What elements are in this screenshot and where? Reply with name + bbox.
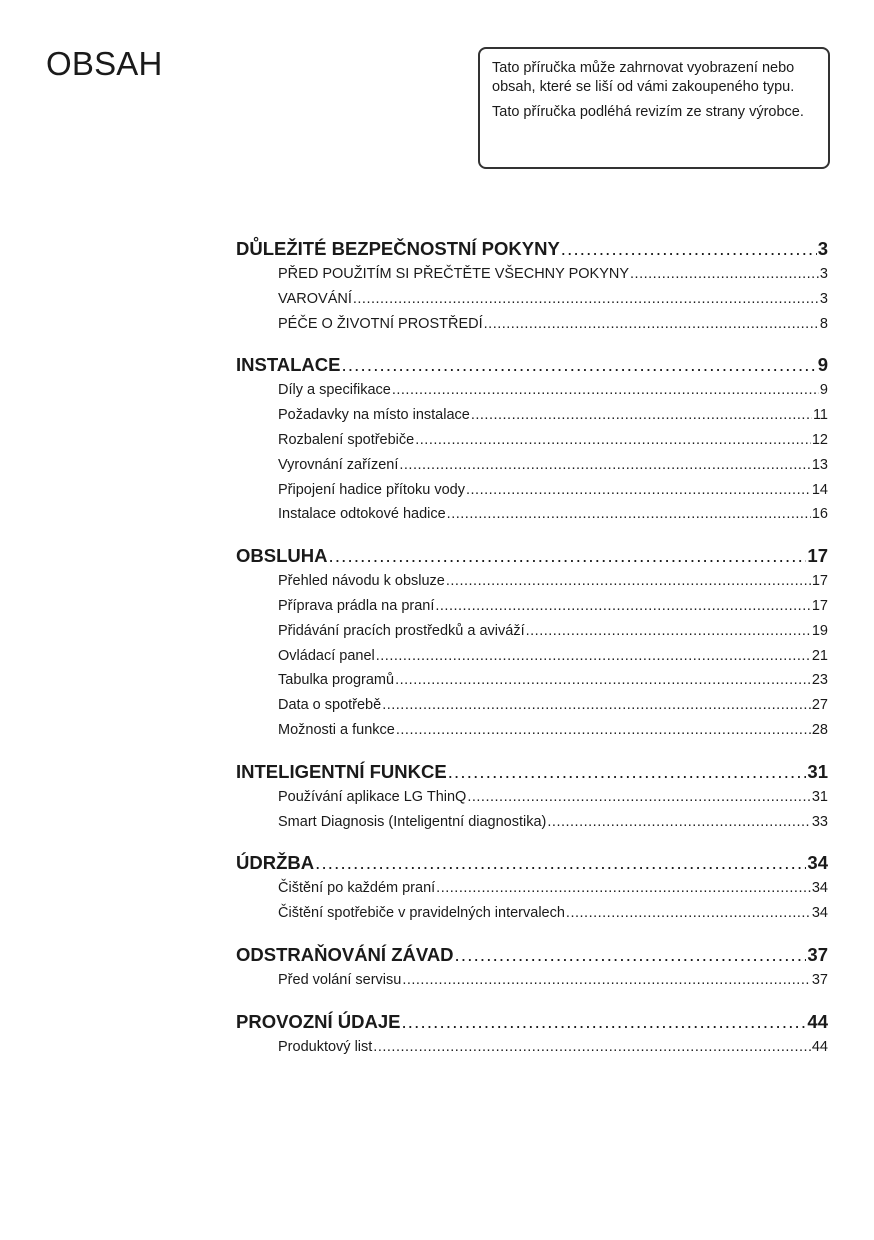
toc-entry-page-number: 27 (811, 697, 828, 714)
toc-heading-page-number: 44 (807, 1010, 828, 1032)
toc-entry-title: Tabulka programů (278, 672, 395, 689)
dot-leader (402, 968, 811, 993)
toc-entry-title: Před volání servisu (278, 971, 402, 988)
toc-heading[interactable] (236, 850, 828, 876)
dot-leader (342, 352, 817, 378)
toc-entry-page-number: 17 (811, 573, 828, 590)
toc-entry-page-number: 19 (811, 622, 828, 639)
toc-entry[interactable] (278, 569, 828, 594)
toc-entry[interactable] (278, 502, 828, 527)
toc-heading-title: DŮLEŽITÉ BEZPEČNOSTNÍ POKYNY (236, 238, 560, 259)
dot-leader (436, 876, 811, 901)
dot-leader (447, 502, 811, 527)
toc-entry[interactable] (278, 594, 828, 619)
toc-heading-title: ÚDRŽBA (236, 852, 315, 874)
toc-section (236, 759, 828, 835)
toc-entry-title: Přidávání pracích prostředků a aviváží (278, 622, 525, 639)
toc-entry[interactable] (278, 287, 828, 312)
toc-section (236, 543, 828, 743)
toc-heading[interactable] (236, 1009, 828, 1035)
toc-entry[interactable] (278, 644, 828, 669)
toc-entry[interactable] (278, 1035, 828, 1060)
toc-heading-title: INTELIGENTNÍ FUNKCE (236, 760, 447, 782)
toc-entry-title: Čištění spotřebiče v pravidelných intervalech (278, 905, 565, 922)
dot-leader (561, 236, 817, 262)
dot-leader (315, 850, 806, 876)
toc-entry-page-number: 23 (811, 672, 828, 689)
dot-leader (373, 1035, 811, 1060)
dot-leader (376, 644, 811, 669)
toc-entry[interactable] (278, 968, 828, 993)
toc-entry-page-number: 31 (811, 788, 828, 805)
toc-heading-page-number: 37 (807, 943, 828, 965)
dot-leader (435, 594, 810, 619)
toc-entry-page-number: 34 (811, 905, 828, 922)
toc-entry-title: PÉČE O ŽIVOTNÍ PROSTŘEDÍ (278, 315, 483, 332)
toc-section (236, 850, 828, 926)
toc-entry-title: Možnosti a funkce (278, 721, 395, 738)
toc-entry[interactable] (278, 693, 828, 718)
toc-entry[interactable] (278, 668, 828, 693)
dot-leader (455, 942, 807, 968)
dot-leader (395, 668, 811, 693)
dot-leader (399, 453, 811, 478)
dot-leader (471, 403, 812, 428)
toc-entry-page-number: 9 (819, 382, 828, 399)
toc-heading-page-number: 34 (807, 852, 828, 874)
toc-entry[interactable] (278, 718, 828, 743)
toc-entry[interactable] (278, 478, 828, 503)
dot-leader (353, 287, 819, 312)
dot-leader (467, 785, 811, 810)
dot-leader (566, 901, 811, 926)
dot-leader (382, 693, 811, 718)
toc-entry[interactable] (278, 403, 828, 428)
toc-section (236, 352, 828, 527)
notice-text: Tato příručka může zahrnovat vyobrazení nebo obsah, které se liší od vámi zakoupeného typu. (492, 60, 795, 95)
table-of-contents (236, 236, 828, 1076)
toc-heading[interactable] (236, 236, 828, 262)
toc-heading-page-number: 3 (817, 238, 828, 259)
toc-entry-title: Příprava prádla na praní (278, 597, 435, 614)
toc-entry-page-number: 3 (819, 266, 828, 282)
toc-section (236, 942, 828, 993)
toc-entry[interactable] (278, 619, 828, 644)
toc-entry-page-number: 33 (811, 813, 828, 830)
toc-entry-title: Instalace odtokové hadice (278, 506, 446, 523)
dot-leader (415, 428, 811, 453)
toc-entry-page-number: 37 (811, 971, 828, 988)
toc-entry-title: Připojení hadice přítoku vody (278, 481, 465, 498)
toc-entry-page-number: 13 (811, 456, 828, 473)
toc-heading-page-number: 17 (807, 545, 828, 567)
dot-leader (466, 478, 811, 503)
page-title: OBSAH (46, 45, 163, 82)
toc-entry-page-number: 17 (811, 597, 828, 614)
dot-leader (392, 378, 819, 403)
dot-leader (401, 1009, 806, 1035)
toc-heading[interactable] (236, 759, 828, 785)
toc-heading[interactable] (236, 543, 828, 569)
dot-leader (448, 759, 807, 785)
toc-entry[interactable] (278, 312, 828, 337)
toc-entry[interactable] (278, 810, 828, 835)
toc-entry-title: Data o spotřebě (278, 697, 382, 714)
toc-heading-title: PROVOZNÍ ÚDAJE (236, 1010, 401, 1032)
dot-leader (396, 718, 811, 743)
toc-entry-page-number: 16 (811, 506, 828, 523)
toc-entry-title: Požadavky na místo instalace (278, 407, 470, 424)
toc-entry-page-number: 11 (812, 407, 828, 424)
toc-entry-page-number: 14 (811, 481, 828, 498)
toc-heading-page-number: 9 (817, 354, 828, 376)
dot-leader (328, 543, 806, 569)
notice-text: Tato příručka podléhá revizím ze strany výrobce. (492, 104, 804, 120)
toc-entry-title: Používání aplikace LG ThinQ (278, 788, 467, 805)
toc-entry-title: Ovládací panel (278, 647, 375, 664)
toc-entry-title: VAROVÁNÍ (278, 290, 352, 307)
toc-entry-page-number: 34 (811, 880, 828, 897)
toc-heading-title: ODSTRAŇOVÁNÍ ZÁVAD (236, 943, 454, 965)
toc-entry-title: Produktový list (278, 1038, 373, 1055)
toc-entry-title: Rozbalení spotřebiče (278, 431, 415, 448)
toc-entry[interactable] (278, 453, 828, 478)
toc-heading[interactable] (236, 942, 828, 968)
toc-entry-page-number: 44 (811, 1038, 828, 1055)
toc-heading-title: OBSLUHA (236, 545, 328, 567)
toc-entry-page-number: 21 (811, 647, 828, 664)
toc-entry-title: Vyrovnání zařízení (278, 456, 399, 473)
dot-leader (484, 312, 819, 337)
toc-entry-title: Díly a specifikace (278, 382, 391, 399)
toc-heading[interactable] (236, 352, 828, 378)
notice-box (478, 47, 830, 169)
toc-heading-title: INSTALACE (236, 354, 341, 376)
dot-leader (526, 619, 811, 644)
toc-entry[interactable] (278, 378, 828, 403)
toc-entry[interactable] (278, 901, 828, 926)
toc-entry-page-number: 12 (811, 431, 828, 448)
toc-entry[interactable] (278, 785, 828, 810)
toc-entry-page-number: 3 (819, 290, 828, 307)
toc-entry-title: PŘED POUŽITÍM SI PŘEČTĚTE VŠECHNY POKYNY (278, 266, 630, 282)
toc-entry[interactable] (278, 876, 828, 901)
toc-section (236, 236, 828, 336)
toc-entry-page-number: 28 (811, 721, 828, 738)
dot-leader (446, 569, 811, 594)
toc-entry[interactable] (278, 262, 828, 287)
toc-heading-page-number: 31 (807, 760, 828, 782)
dot-leader (547, 810, 810, 835)
toc-entry-page-number: 8 (819, 315, 828, 332)
toc-entry-title: Smart Diagnosis (Inteligentní diagnostika) (278, 813, 547, 830)
toc-entry[interactable] (278, 428, 828, 453)
dot-leader (630, 262, 819, 287)
toc-entry-title: Čištění po každém praní (278, 880, 436, 897)
toc-entry-title: Přehled návodu k obsluze (278, 573, 445, 590)
toc-section (236, 1009, 828, 1060)
